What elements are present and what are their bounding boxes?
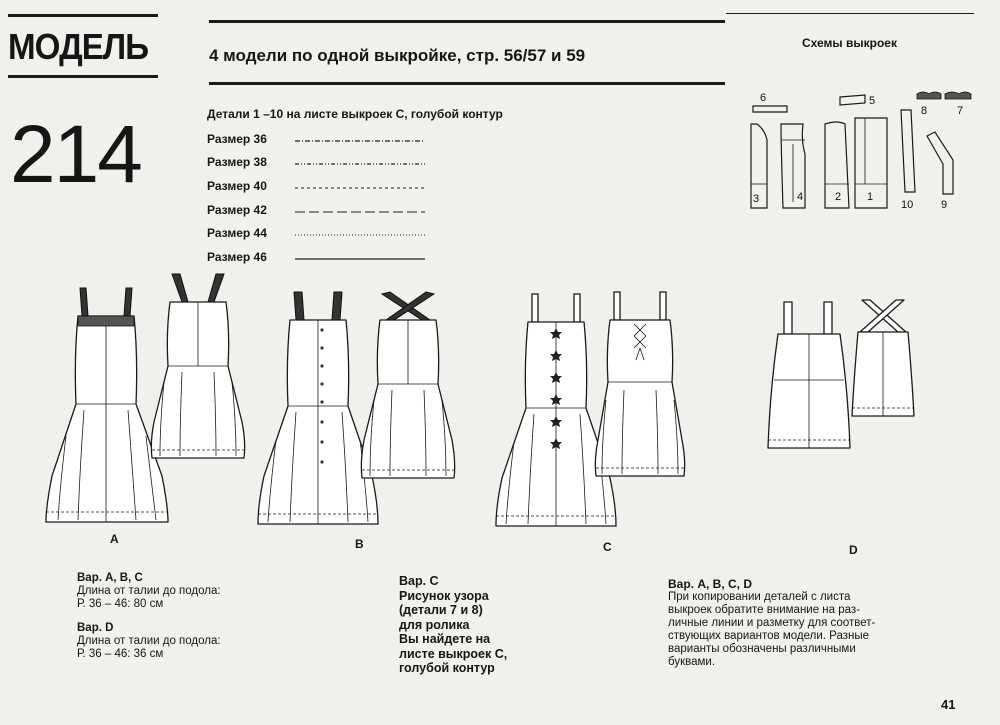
model-number: 214 xyxy=(10,109,141,200)
page-headline: 4 модели по одной выкройке, стр. 56/57 и 59 xyxy=(209,46,586,65)
note-line: При копировании деталей с листа xyxy=(668,591,851,603)
pattern-schemes-diagram xyxy=(745,84,975,216)
size-row-36 xyxy=(207,132,437,152)
line-sample-42 xyxy=(295,209,435,215)
dress-d-back-drawing xyxy=(848,298,918,422)
line-sample-36 xyxy=(295,138,435,144)
top-rule-right xyxy=(726,13,974,14)
note-line: ствующих вариантов модели. Разные xyxy=(668,630,869,642)
line-sample-40 xyxy=(295,185,435,191)
size-label: Размер 46 xyxy=(207,250,267,264)
pattern-number: 2 xyxy=(835,191,842,203)
line-sample-44 xyxy=(295,232,435,238)
size-label: Размер 40 xyxy=(207,179,267,193)
pattern-piece-7 xyxy=(945,92,971,99)
note-line: Рисунок узора xyxy=(399,588,489,603)
note-title-abcd: Вар. А, В, С, D xyxy=(668,577,753,591)
note-line-d: Длина от талии до подола: xyxy=(77,635,221,647)
copying-note xyxy=(668,578,890,669)
pattern-piece-5 xyxy=(840,95,865,105)
page-number: 41 xyxy=(941,697,956,712)
note-line-abc: Длина от талии до подола: xyxy=(77,585,221,597)
note-line: варианты обозначены различными xyxy=(668,643,856,655)
note-line: голубой контур xyxy=(399,661,495,675)
pattern-piece-10 xyxy=(901,110,915,192)
pattern-number: 10 xyxy=(901,199,914,211)
pattern-number: 8 xyxy=(921,105,928,117)
note-line: личные линии и разметку для соответ- xyxy=(668,617,876,629)
note-value-abc: Р. 36 – 46: 80 см xyxy=(77,598,164,610)
note-line: для ролика xyxy=(399,617,470,632)
note-line: (детали 7 и 8) xyxy=(399,603,483,617)
length-notes xyxy=(77,572,277,661)
top-rule-middle xyxy=(209,20,725,23)
pattern-number: 5 xyxy=(869,95,876,107)
pattern-piece-6 xyxy=(753,106,787,112)
note-title-abc: Вар. А, В, С xyxy=(77,572,143,584)
dress-a-back-drawing xyxy=(150,272,246,464)
details-line: Детали 1 –10 на листе выкроек С, голубой контур xyxy=(207,107,503,121)
dress-d-front-drawing xyxy=(766,300,852,454)
size-label: Размер 38 xyxy=(207,155,267,169)
note-line: листе выкроек С, xyxy=(399,646,508,661)
top-rule-left xyxy=(8,14,158,17)
note-title-c: Вар. С xyxy=(399,574,439,588)
pattern-number: 6 xyxy=(760,92,767,104)
line-sample-46 xyxy=(295,256,435,262)
note-value-d: Р. 36 – 46: 36 см xyxy=(77,648,164,660)
dress-b-back-drawing xyxy=(360,290,456,484)
variant-label-b: B xyxy=(355,537,364,551)
pattern-number: 4 xyxy=(797,191,804,203)
headline-underline xyxy=(209,82,725,85)
note-line: буквами. xyxy=(668,656,716,668)
pattern-number: 7 xyxy=(957,105,964,117)
size-row-42 xyxy=(207,203,437,223)
line-sample-38 xyxy=(295,161,435,167)
pattern-piece-8 xyxy=(917,92,941,99)
pattern-number: 1 xyxy=(867,191,874,203)
pattern-number: 9 xyxy=(941,199,948,211)
variant-label-c: C xyxy=(603,540,612,554)
variant-label-a: A xyxy=(110,532,119,546)
size-label: Размер 36 xyxy=(207,132,267,146)
model-underline xyxy=(8,75,158,78)
size-row-44 xyxy=(207,226,437,246)
pattern-number: 3 xyxy=(753,193,760,205)
pattern-piece-9 xyxy=(927,132,953,194)
note-line: выкроек обратите внимание на раз- xyxy=(668,604,861,616)
size-row-38 xyxy=(207,155,437,175)
size-row-46 xyxy=(207,250,437,270)
dress-c-back-drawing xyxy=(594,290,686,482)
variant-label-d: D xyxy=(849,543,858,557)
schemes-title: Схемы выкроек xyxy=(802,36,897,50)
size-label: Размер 44 xyxy=(207,226,267,240)
size-label: Размер 42 xyxy=(207,203,267,217)
size-row-40 xyxy=(207,179,437,199)
model-label: МОДЕЛЬ xyxy=(8,26,149,67)
note-title-d: Вар. D xyxy=(77,622,114,634)
pattern-note-c xyxy=(399,574,559,676)
note-line: Вы найдете на xyxy=(399,632,491,646)
